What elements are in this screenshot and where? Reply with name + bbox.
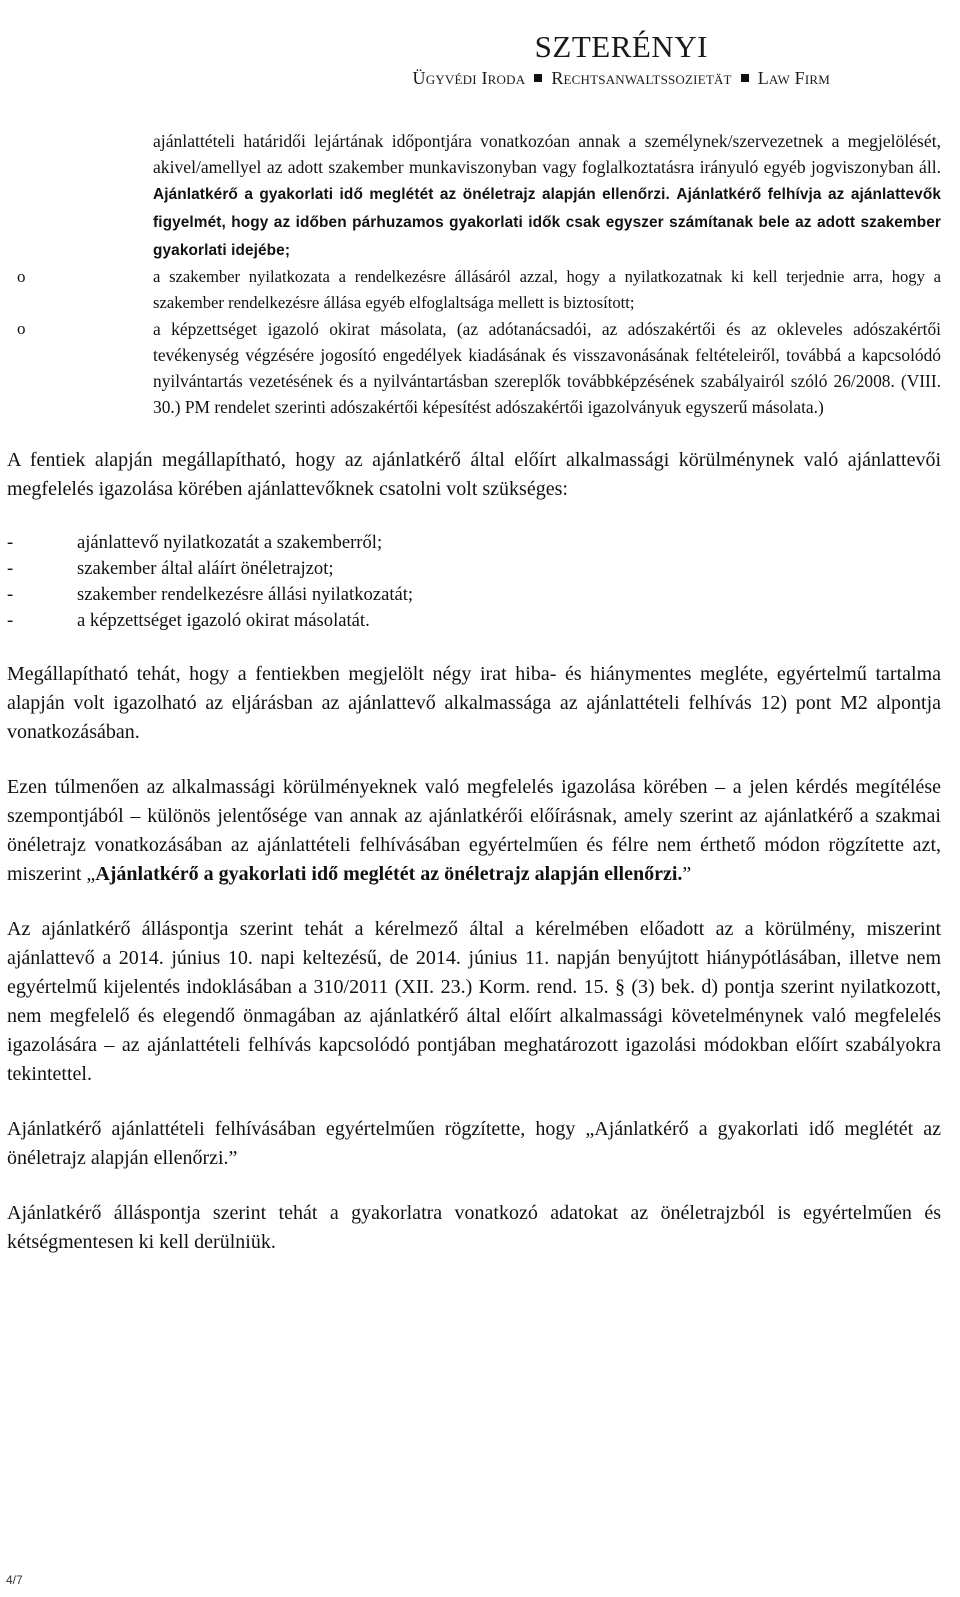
paragraph-vonatkozo: Ajánlatkérő álláspontja szerint tehát a gyakorlatra vonatkozó adatokat az önéletrajzból is egyértelműen és kétségmentesen ki kell derülniük. (7, 1202, 941, 1253)
intro-bold-1: Ajánlatkérő a gyakorlati idő meglétét az önéletrajz alapján ellenőrzi. (153, 186, 670, 203)
paragraph-allaspontja: Az ajánlatkérő álláspontja szerint tehát a kérelmező által a kérelmében előadott az a körülmény, miszerint ajánlattevő a 2014. június 10. napi keltezésű, de 2014. június 11. napján benyújtott hiánypótlásában, illetve nem egyértelmű kijelentés indoklásában a 310/2011 (XII. 23.) Korm. rend. 15. § (3) bek. d) pontja szerint nyilatkozott, nem megfelelő és elegendő önmagában az ajánlatkérő által előírt alkalmassági követelménynek való megfelelés igazolására – az ajánlattételi felhívás kapcsolódó pontjában meghatározott igazolási módokban előírt szabályokra tekintettel. (7, 918, 941, 1085)
required-documents-list (7, 530, 941, 634)
firm-name: SZTERÉNYI (534, 29, 708, 64)
paragraph-ezen-text: Ezen túlmenően az alkalmassági körülményeknek való megfelelés igazolása körében – a jelen kérdés megítélése szempontjából – különös jelentősége van annak az ajánlatkérői előírásnak, amely szerint az ajánlatkérő a szakmai önéletrajz vonatkozásában az ajánlattételi felhívásában egyértelműen és félre nem érthető módon rögzítette azt, miszerint „ (7, 776, 941, 885)
subtitle-rechtsanwalt: Rechtsanwaltssozietät (551, 68, 732, 89)
document-body (7, 128, 941, 1257)
circle-bullet-icon: o (17, 267, 26, 286)
square-separator-icon (741, 74, 749, 82)
list-item (7, 556, 941, 582)
sub-item-okirat (17, 316, 941, 420)
subtitle-lawfirm: Law Firm (757, 68, 830, 89)
sub-item-nyilatkozat (17, 264, 941, 316)
list-item-text: a képzettséget igazoló okirat másolatát. (77, 610, 370, 631)
intro-paragraph (153, 128, 941, 264)
paragraph-ezen (7, 773, 941, 889)
list-item (7, 582, 941, 608)
square-separator-icon (534, 74, 542, 82)
intro-block (153, 128, 941, 264)
list-item (7, 530, 941, 556)
sub-item-text: a képzettséget igazoló okirat másolata, (az adótanácsadói, az adószakértői és az okleveles adószakértői tevékenység végzésére jogosító engedélyek kiadásának és visszavonásának feltételeiről, továbbá a kapcsolódó nyilvántartás vezetésének és a nyilvántartásban szereplők továbbképzésének szabályairól szóló 26/2008. (VIII. 30.) PM rendelet szerinti adószakértői képesítést adószakértői igazolványuk egyszerű másolata.) (153, 319, 941, 417)
list-item-text: ajánlattevő nyilatkozatát a szakemberről; (77, 532, 383, 553)
list-item (7, 608, 941, 634)
page-number: 4/7 (6, 1573, 23, 1587)
dash-bullet: - (7, 610, 14, 631)
sub-item-text: a szakember nyilatkozata a rendelkezésre állásáról azzal, hogy a nyilatkozatnak ki kell terjednie arra, hogy a szakember rendelkezésre állása egyéb elfoglaltsága mellett is biztosított; (153, 267, 941, 312)
dash-bullet: - (7, 584, 14, 605)
paragraph-megallapithato: Megállapítható tehát, hogy a fentiekben megjelölt négy irat hiba- és hiánymentes megléte, egyértelmű tartalma alapján volt igazolható az eljárásban az ajánlattevő alkalmassága az ajánlattételi felhívás 12) pont M2 alpontja vonatkozásában. (7, 663, 941, 743)
paragraph-ezen-close: ” (682, 863, 692, 885)
dash-bullet: - (7, 558, 14, 579)
dash-bullet: - (7, 532, 14, 553)
paragraph-ezen-bold: Ajánlatkérő a gyakorlati idő meglétét az önéletrajz alapján ellenőrzi. (95, 863, 683, 885)
paragraph-rogzitette: Ajánlatkérő ajánlattételi felhívásában egyértelműen rögzítette, hogy „Ajánlatkérő a gyakorlati idő meglétét az önéletrajz alapján ellenőrzi.” (7, 1118, 941, 1169)
firm-subtitle (413, 68, 830, 89)
letterhead (413, 30, 830, 89)
list-item-text: szakember által aláírt önéletrajzot; (77, 558, 334, 579)
intro-text: ajánlattételi határidői lejártának időpontjára vonatkozóan annak a személynek/szervezetnek a megjelölését, akivel/amellyel az adott szakember munkaviszonyban vagy foglalkoztatásra irányuló egyéb jogviszonyban áll. (153, 131, 941, 177)
intro-bold-2: Ajánlatkérő felhívja az ajánlattevők figyelmét, hogy az időben párhuzamos gyakorlati idők csak egyszer számítanak bele az adott szakember gyakorlati idejébe; (153, 186, 942, 259)
list-item-text: szakember rendelkezésre állási nyilatkozatát; (77, 584, 414, 605)
subtitle-ugyvedi: Ügyvédi Iroda (412, 68, 526, 89)
paragraph-fentiek: A fentiek alapján megállapítható, hogy az ajánlatkérő által előírt alkalmassági körülménynek való ajánlattevői megfelelés igazolása körében ajánlattevőknek csatolni volt szükséges: (7, 449, 941, 500)
circle-bullet-icon: o (17, 319, 26, 338)
